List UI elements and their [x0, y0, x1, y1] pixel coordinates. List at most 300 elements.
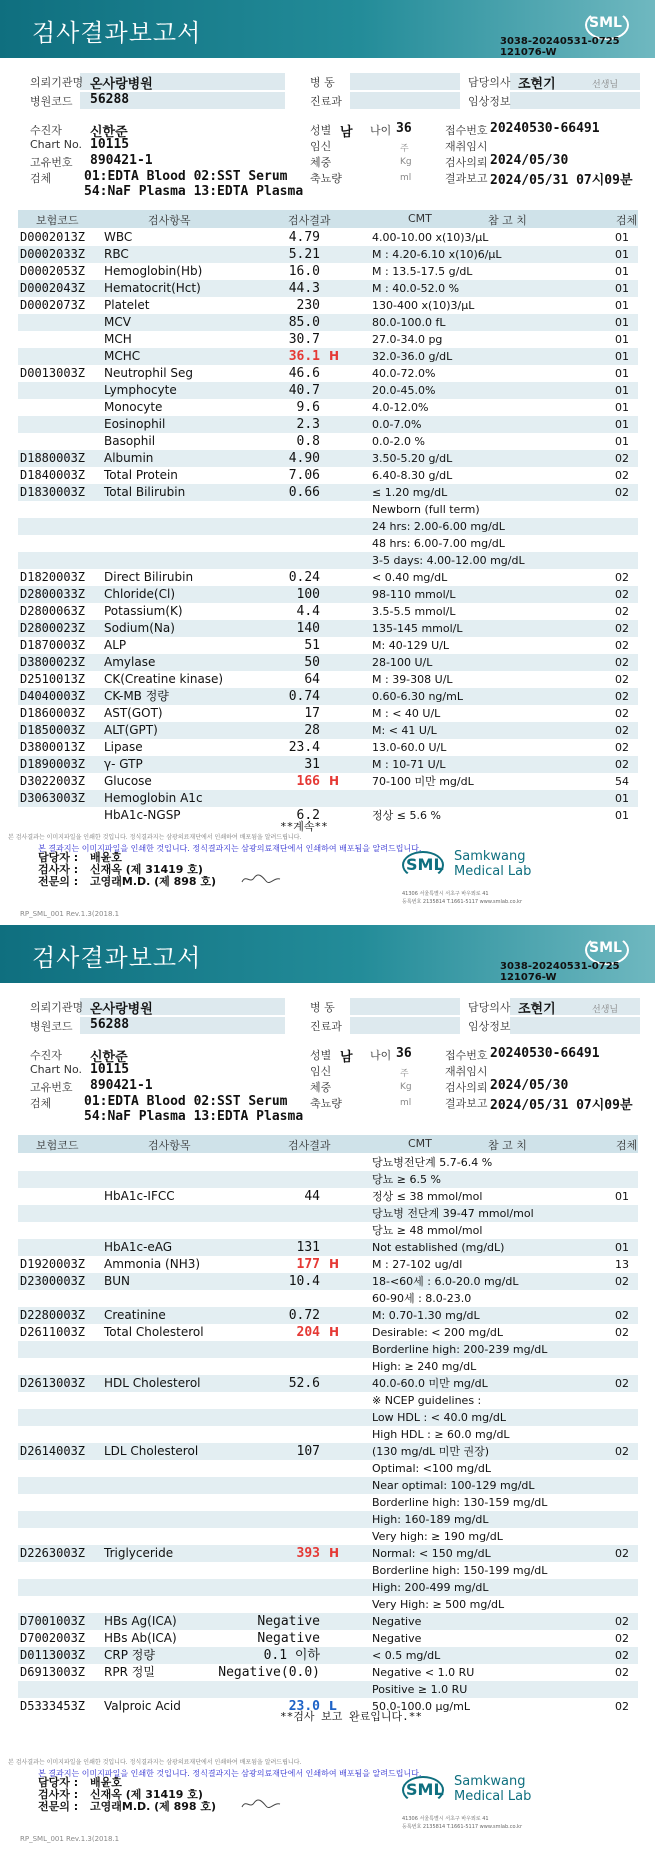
table-row: [18, 1205, 638, 1222]
row-reference: Negative < 1.0 RU: [372, 1666, 475, 1679]
row-item: Hematocrit(Hct): [104, 281, 201, 295]
row-code: D0002043Z: [20, 281, 86, 295]
row-reference: High HDL : ≥ 60.0 mg/dL: [372, 1428, 510, 1441]
row-reference: 정상 ≤ 5.6 %: [372, 809, 441, 822]
receipt-label: 접수번호: [445, 1049, 488, 1062]
row-specimen: 01: [615, 316, 629, 329]
form-number: RP_SML_001 Rev.1.3(2018.1: [20, 910, 120, 918]
row-code: D1890003Z: [20, 757, 86, 771]
row-flag: H: [329, 1325, 340, 1339]
row-specimen: 02: [615, 758, 629, 771]
hospital-code: 56288: [90, 1017, 130, 1032]
weight-label: 체중: [310, 1081, 332, 1094]
row-code: D2510013Z: [20, 672, 86, 686]
row-result: 393: [296, 1546, 320, 1561]
table-row: [18, 1358, 638, 1375]
row-specimen: 02: [615, 1700, 629, 1713]
row-item: Lipase: [104, 740, 143, 754]
row-reference: 0.0-2.0 %: [372, 435, 425, 448]
fineprint: 본 검사결과는 이미지파일을 인쇄한 것입니다. 정식결과지는 삼광의료재단에서 인쇄하여 배포됨을 알려드립니다.: [8, 834, 302, 841]
row-reference: M : 13.5-17.5 g/dL: [372, 265, 473, 278]
row-reference: Borderline high: 200-239 mg/dL: [372, 1343, 548, 1356]
row-item: CK(Creatine kinase): [104, 672, 224, 686]
row-reference: 70-100 미만 mg/dL: [372, 775, 474, 788]
specimen-line-1: 01:EDTA Blood 02:SST Serum: [84, 1094, 288, 1109]
signature-image: [240, 872, 282, 886]
row-result: 23.4: [288, 740, 320, 755]
fineprint: 본 검사결과는 이미지파일을 인쇄한 것입니다. 정식결과지는 삼광의료재단에서 인쇄하여 배포됨을 알려드립니다.: [8, 1759, 302, 1766]
age-label: 나이: [370, 1049, 392, 1062]
row-reference: 40.0-72.0%: [372, 367, 436, 380]
table-row: [18, 1681, 638, 1698]
row-specimen: 02: [615, 486, 629, 499]
row-specimen: 02: [615, 1615, 629, 1628]
row-specimen: 01: [615, 1190, 629, 1203]
row-item: HbA1c-eAG: [104, 1240, 173, 1254]
row-code: D2800063Z: [20, 604, 86, 618]
age-label: 나이: [370, 124, 392, 137]
row-item: RPR 정밀: [104, 1665, 155, 1679]
report-complete-marker: **검사 보고 완료입니다.**: [280, 1710, 422, 1723]
row-specimen: 02: [615, 571, 629, 584]
row-result: 0.72: [288, 1308, 320, 1323]
doctor-label: 담당의사: [468, 76, 511, 89]
reporter-line: 담당자 : 배윤호: [38, 851, 122, 864]
row-code: D3063003Z: [20, 791, 86, 805]
row-code: D2613003Z: [20, 1376, 86, 1390]
row-reference: Borderline high: 130-159 mg/dL: [372, 1496, 548, 1509]
report-page-2: [0, 925, 655, 1850]
pregnancy-label: 임신: [310, 1065, 332, 1078]
row-item: CRP 정량: [104, 1648, 155, 1662]
row-item: RBC: [104, 247, 129, 261]
row-specimen: 02: [615, 673, 629, 686]
row-reference: 당뇨 ≥ 48 mmol/mol: [372, 1224, 483, 1237]
sex-label: 성별: [310, 1049, 332, 1062]
row-specimen: 02: [615, 1275, 629, 1288]
row-result: 44: [304, 1189, 320, 1204]
row-specimen: 02: [615, 724, 629, 737]
table-row: [18, 1630, 638, 1647]
row-item: Monocyte: [104, 400, 163, 414]
row-reference: Very High: ≥ 500 mg/dL: [372, 1598, 505, 1611]
sex-value: 남: [340, 1050, 353, 1065]
row-result: 140: [296, 621, 320, 636]
institution-name: 온사랑병원: [90, 77, 153, 92]
row-code: D2263003Z: [20, 1546, 86, 1560]
id-number: 890421-1: [90, 153, 153, 168]
row-specimen: 02: [615, 1445, 629, 1458]
table-row: [18, 1460, 638, 1477]
row-reference: Not established (mg/dL): [372, 1241, 505, 1254]
recollect-label: 재취임시: [445, 140, 488, 153]
row-item: HbA1c-IFCC: [104, 1189, 175, 1203]
receipt-number: 20240530-66491: [490, 1046, 600, 1061]
row-result: 6.2: [296, 808, 320, 823]
institution-label: 의뢰기관명: [30, 1001, 84, 1014]
row-specimen: 02: [615, 707, 629, 720]
reporter-line: 담당자 : 배윤호: [38, 1776, 122, 1789]
row-reference: M : < 40 U/L: [372, 707, 441, 720]
row-result: Negative: [257, 1614, 320, 1629]
row-code: D1830003Z: [20, 485, 86, 499]
examiner-line: 검사자 : 신재옥 (제 31419 호): [38, 863, 203, 876]
doctor-name: 조현기: [518, 77, 556, 92]
table-row: [18, 1188, 638, 1205]
request-label: 검사의뢰: [445, 1081, 488, 1094]
row-result: Negative: [257, 1631, 320, 1646]
row-result: 107: [296, 1444, 320, 1459]
row-specimen: 02: [615, 656, 629, 669]
weight-label: 체중: [310, 156, 332, 169]
table-row: [18, 1222, 638, 1239]
row-code: D1840003Z: [20, 468, 86, 482]
row-item: HBs Ag(ICA): [104, 1614, 177, 1628]
row-result: 4.4: [296, 604, 320, 619]
receipt-number: 20240530-66491: [490, 121, 600, 136]
table-row: [18, 280, 638, 297]
row-reference: < 0.5 mg/dL: [372, 1649, 441, 1662]
row-reference: M : 10-71 U/L: [372, 758, 446, 771]
sml-logo: SML: [585, 10, 629, 40]
row-code: D3800013Z: [20, 740, 86, 754]
row-item: Hemoglobin(Hb): [104, 264, 203, 278]
chart-label: Chart No.: [30, 1063, 82, 1076]
doctor-suffix: 선생님: [592, 1005, 619, 1015]
row-reference: Borderline high: 150-199 mg/dL: [372, 1564, 548, 1577]
row-specimen: 01: [615, 384, 629, 397]
row-result: 0.74: [288, 689, 320, 704]
age-value: 36: [396, 121, 412, 136]
table-row: [18, 433, 638, 450]
table-row: [18, 739, 638, 756]
table-row: [18, 637, 638, 654]
row-reference: M: < 41 U/L: [372, 724, 437, 737]
row-reference: 0.0-7.0%: [372, 418, 422, 431]
table-row: [18, 382, 638, 399]
row-result: 0.66: [288, 485, 320, 500]
row-reference: M: 0.70-1.30 mg/dL: [372, 1309, 480, 1322]
row-reference: 24 hrs: 2.00-6.00 mg/dL: [372, 520, 505, 533]
doctor-suffix: 선생님: [592, 80, 619, 90]
table-row: [18, 1443, 638, 1460]
table-row: [18, 807, 638, 824]
row-item: γ- GTP: [104, 757, 143, 771]
col-spec: 검체: [616, 214, 638, 227]
row-specimen: 02: [615, 605, 629, 618]
row-reference: 18-<60세 : 6.0-20.0 mg/dL: [372, 1275, 519, 1288]
row-code: D0002053Z: [20, 264, 86, 278]
table-row: [18, 1545, 638, 1562]
row-reference: Optimal: <100 mg/dL: [372, 1462, 491, 1475]
form-number: RP_SML_001 Rev.1.3(2018.1: [20, 1835, 120, 1843]
table-row: [18, 1256, 638, 1273]
row-specimen: 02: [615, 1377, 629, 1390]
row-item: Hemoglobin A1c: [104, 791, 203, 805]
table-row: [18, 1426, 638, 1443]
col-cmt: CMT: [408, 212, 432, 225]
row-code: D1850003Z: [20, 723, 86, 737]
table-row: [18, 484, 638, 501]
row-item: Lymphocyte: [104, 383, 177, 397]
table-row: [18, 790, 638, 807]
table-row: [18, 1341, 638, 1358]
pregnancy-unit: 주: [400, 1069, 409, 1079]
row-specimen: 02: [615, 639, 629, 652]
row-result: 50: [304, 655, 320, 670]
row-item: Platelet: [104, 298, 150, 312]
dept-label: 진료과: [310, 95, 342, 108]
table-row: [18, 1528, 638, 1545]
table-row: [18, 722, 638, 739]
row-result: 9.6: [296, 400, 320, 415]
table-row: [18, 756, 638, 773]
result-report-date: 2024/05/31 07시09분: [490, 173, 633, 188]
row-item: Total Protein: [104, 468, 178, 482]
row-item: Glucose: [104, 774, 152, 788]
col-code: 보험코드: [36, 1139, 79, 1152]
row-specimen: 01: [615, 299, 629, 312]
row-reference: 당뇨 ≥ 6.5 %: [372, 1173, 441, 1186]
row-item: Albumin: [104, 451, 154, 465]
row-reference: 3-5 days: 4.00-12.00 mg/dL: [372, 554, 525, 567]
chart-label: Chart No.: [30, 138, 82, 151]
table-row: [18, 552, 638, 569]
row-code: D0013003Z: [20, 366, 86, 380]
row-item: Amylase: [104, 655, 156, 669]
row-reference: Positive ≥ 1.0 RU: [372, 1683, 468, 1696]
row-item: MCV: [104, 315, 131, 329]
row-code: D2300003Z: [20, 1274, 86, 1288]
row-specimen: 02: [615, 1309, 629, 1322]
row-reference: ≤ 1.20 mg/dL: [372, 486, 448, 499]
row-reference: (130 mg/dL 미만 권장): [372, 1445, 490, 1458]
row-code: D1870003Z: [20, 638, 86, 652]
row-reference: Normal: < 150 mg/dL: [372, 1547, 491, 1560]
row-result: 16.0: [288, 264, 320, 279]
col-spec: 검체: [616, 1139, 638, 1152]
request-date: 2024/05/30: [490, 1078, 569, 1093]
sml-logo: SML: [585, 935, 629, 965]
samkwang-logo: SML Samkwang Medical Lab: [402, 845, 552, 893]
signature-image: [240, 1797, 282, 1811]
row-reference: Newborn (full term): [372, 503, 480, 516]
table-row: [18, 586, 638, 603]
row-item: Eosinophil: [104, 417, 166, 431]
row-specimen: 13: [615, 1258, 629, 1271]
table-row: [18, 1562, 638, 1579]
row-reference: 당뇨병 전단계 39-47 mmol/mol: [372, 1207, 534, 1220]
row-specimen: 01: [615, 418, 629, 431]
row-item: Neutrophil Seg: [104, 366, 194, 380]
row-specimen: 02: [615, 1547, 629, 1560]
table-row: [18, 518, 638, 535]
row-item: HbA1c-NGSP: [104, 808, 181, 822]
row-item: BUN: [104, 1274, 130, 1288]
row-item: Creatinine: [104, 1308, 166, 1322]
row-result: 46.6: [288, 366, 320, 381]
recollect-label: 재취임시: [445, 1065, 488, 1078]
row-specimen: 01: [615, 1241, 629, 1254]
table-row: [18, 229, 638, 246]
specimen-line-1: 01:EDTA Blood 02:SST Serum: [84, 169, 288, 184]
row-item: Valproic Acid: [104, 1699, 181, 1713]
lab-address: 41306 서울특별시 서초구 바우뫼로 41 등록번호 2135814 T.1661-5117 www.smlab.co.kr: [402, 891, 523, 905]
table-row: [18, 365, 638, 382]
row-reference: 40.0-60.0 미만 mg/dL: [372, 1377, 488, 1390]
row-reference: High: 200-499 mg/dL: [372, 1581, 489, 1594]
row-specimen: 02: [615, 1326, 629, 1339]
samkwang-logo: SML Samkwang Medical Lab: [402, 1770, 552, 1818]
row-code: D0002013Z: [20, 230, 86, 244]
row-code: D2280003Z: [20, 1308, 86, 1322]
row-item: ALP: [104, 638, 127, 652]
row-specimen: 02: [615, 741, 629, 754]
request-date: 2024/05/30: [490, 153, 569, 168]
table-row: [18, 654, 638, 671]
row-specimen: 01: [615, 435, 629, 448]
sex-value: 남: [340, 125, 353, 140]
table-row: [18, 501, 638, 518]
row-code: D5333453Z: [20, 1699, 86, 1713]
row-specimen: 02: [615, 588, 629, 601]
row-specimen: 01: [615, 792, 629, 805]
row-specimen: 01: [615, 282, 629, 295]
row-result: 177: [296, 1257, 320, 1272]
row-reference: Very high: ≥ 190 mg/dL: [372, 1530, 503, 1543]
dept-label: 진료과: [310, 1020, 342, 1033]
result-report-date: 2024/05/31 07시09분: [490, 1098, 633, 1113]
table-row: [18, 1494, 638, 1511]
row-item: LDL Cholesterol: [104, 1444, 199, 1458]
row-code: D1880003Z: [20, 451, 86, 465]
report-number: 3038-20240531-0725 121076-W: [500, 36, 620, 58]
table-row: [18, 620, 638, 637]
table-row: [18, 1409, 638, 1426]
row-specimen: 01: [615, 809, 629, 822]
row-reference: 80.0-100.0 fL: [372, 316, 446, 329]
table-row: [18, 348, 638, 365]
table-row: [18, 399, 638, 416]
row-code: D1920003Z: [20, 1257, 86, 1271]
row-specimen: 01: [615, 248, 629, 261]
table-row: [18, 1273, 638, 1290]
row-code: D2800033Z: [20, 587, 86, 601]
table-row: [18, 1290, 638, 1307]
table-row: [18, 1324, 638, 1341]
table-row: [18, 1239, 638, 1256]
recipient-name: 신한준: [90, 1050, 128, 1065]
chart-number: 10115: [90, 1062, 130, 1077]
row-item: ALT(GPT): [104, 723, 158, 737]
row-result: 28: [304, 723, 320, 738]
hospital-code: 56288: [90, 92, 130, 107]
table-row: [18, 1154, 638, 1171]
table-row: [18, 773, 638, 790]
row-code: D2614003Z: [20, 1444, 86, 1458]
row-item: Ammonia (NH3): [104, 1257, 201, 1271]
row-specimen: 02: [615, 469, 629, 482]
chart-number: 10115: [90, 137, 130, 152]
row-result: 30.7: [288, 332, 320, 347]
table-row: [18, 603, 638, 620]
specimen-label: 검체: [30, 1097, 52, 1110]
result-report-label: 결과보고: [445, 1097, 488, 1110]
report-number: 3038-20240531-0725 121076-W: [500, 961, 620, 983]
row-item: MCHC: [104, 349, 141, 363]
urine-label: 축뇨량: [310, 1097, 342, 1110]
row-result: 64: [304, 672, 320, 687]
row-result: 85.0: [288, 315, 320, 330]
row-reference: 28-100 U/L: [372, 656, 433, 669]
row-reference: 4.0-12.0%: [372, 401, 429, 414]
specialist-line: 전문의 : 고영래M.D. (제 898 호): [38, 1800, 217, 1813]
row-specimen: 02: [615, 1632, 629, 1645]
row-reference: 정상 ≤ 38 mmol/mol: [372, 1190, 483, 1203]
row-item: WBC: [104, 230, 133, 244]
row-specimen: 02: [615, 1649, 629, 1662]
row-result: 204: [296, 1325, 320, 1340]
row-item: Sodium(Na): [104, 621, 175, 635]
table-row: [18, 671, 638, 688]
results-table-header: [18, 1135, 638, 1153]
notice-text: 본 결과지는 이미지파일을 인쇄한 것입니다. 정식결과지는 삼광의료재단에서 인쇄하여 배포됨을 알려드립니다.: [38, 844, 422, 853]
row-result: 7.06: [288, 468, 320, 483]
table-row: [18, 314, 638, 331]
row-code: D0002073Z: [20, 298, 86, 312]
table-row: [18, 467, 638, 484]
sex-label: 성별: [310, 124, 332, 137]
table-row: [18, 331, 638, 348]
row-reference: M : 40.0-52.0 %: [372, 282, 460, 295]
row-code: D4040003Z: [20, 689, 86, 703]
specimen-line-2: 54:NaF Plasma 13:EDTA Plasma: [84, 184, 304, 199]
row-item: Triglyceride: [104, 1546, 174, 1560]
notice-text: 본 결과지는 이미지파일을 인쇄한 것입니다. 정식결과지는 삼광의료재단에서 인쇄하여 배포됨을 알려드립니다.: [38, 1769, 422, 1778]
row-reference: Near optimal: 100-129 mg/dL: [372, 1479, 535, 1492]
recipient-name: 신한준: [90, 125, 128, 140]
continue-marker: **계속**: [280, 820, 328, 833]
row-result: 131: [296, 1240, 320, 1255]
recipient-label: 수진자: [30, 124, 62, 137]
row-result: 31: [304, 757, 320, 772]
row-specimen: 01: [615, 231, 629, 244]
specialist-line: 전문의 : 고영래M.D. (제 898 호): [38, 875, 217, 888]
table-row: [18, 297, 638, 314]
request-label: 검사의뢰: [445, 156, 488, 169]
hospital-code-label: 병원코드: [30, 95, 73, 108]
row-specimen: 01: [615, 350, 629, 363]
row-code: D3800023Z: [20, 655, 86, 669]
row-item: MCH: [104, 332, 132, 346]
hospital-code-label: 병원코드: [30, 1020, 73, 1033]
row-result: 4.79: [288, 230, 320, 245]
clinical-label: 임상정보: [468, 1020, 511, 1033]
row-flag: H: [329, 1546, 340, 1560]
recipient-label: 수진자: [30, 1049, 62, 1062]
row-code: D1820003Z: [20, 570, 86, 584]
row-result: 36.1: [288, 349, 320, 364]
row-reference: M : 39-308 U/L: [372, 673, 453, 686]
col-cmt: CMT: [408, 1137, 432, 1150]
table-row: [18, 1596, 638, 1613]
row-reference: High: ≥ 240 mg/dL: [372, 1360, 477, 1373]
row-specimen: 02: [615, 452, 629, 465]
row-reference: 130-400 x(10)3/μL: [372, 299, 475, 312]
row-reference: 3.50-5.20 g/dL: [372, 452, 453, 465]
institution-label: 의뢰기관명: [30, 76, 84, 89]
row-specimen: 01: [615, 265, 629, 278]
